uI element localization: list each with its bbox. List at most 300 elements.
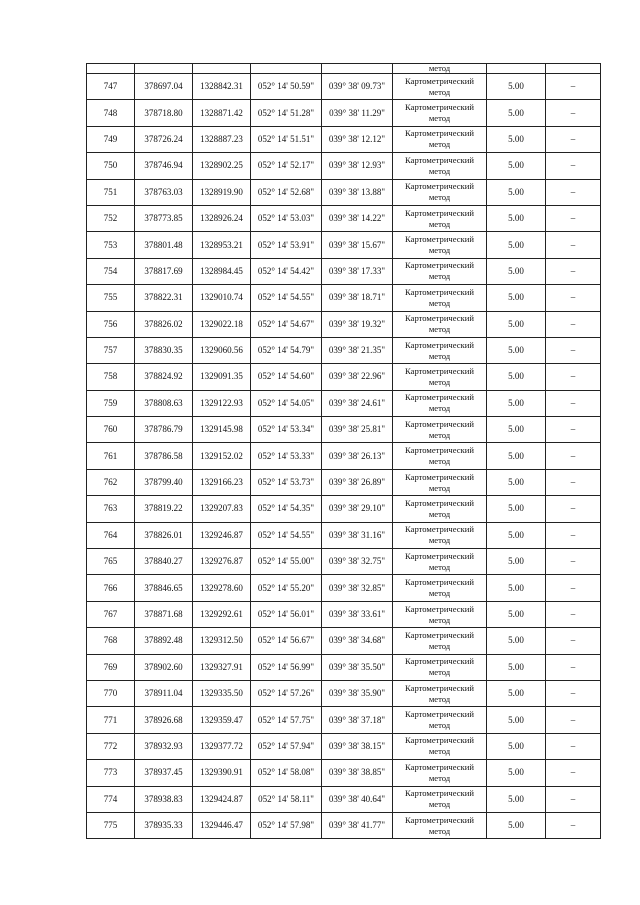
cell-accuracy: 5.00 [487, 733, 546, 759]
table-row [87, 417, 601, 443]
cell-note: – [546, 337, 601, 363]
method-text-line: Картометрический [405, 260, 474, 271]
method-text-line: Картометрический [405, 471, 474, 482]
table-row [87, 575, 601, 601]
cell-x [135, 64, 193, 74]
cell-y: 1329010.74 [193, 285, 251, 311]
method-text-line: Картометрический [405, 154, 474, 165]
cell-x: 378799.40 [135, 469, 193, 495]
cell-y: 1329335.50 [193, 680, 251, 706]
cell-note: – [546, 628, 601, 654]
table-row [87, 232, 601, 258]
method-text-line: метод [428, 799, 451, 810]
cell-accuracy: 5.00 [487, 74, 546, 100]
cell-accuracy: 5.00 [487, 680, 546, 706]
cell-longitude: 039° 38' 14.22" [322, 205, 393, 231]
cell-accuracy: 5.00 [487, 126, 546, 152]
cell-method [393, 443, 487, 469]
method-text-line: метод [428, 429, 451, 440]
cell-longitude: 039° 38' 12.93" [322, 153, 393, 179]
cell-note: – [546, 153, 601, 179]
method-text-line: метод [428, 165, 451, 176]
cell-latitude: 052° 14' 53.34" [251, 417, 322, 443]
cell-longitude: 039° 38' 12.12" [322, 126, 393, 152]
cell-y: 1329246.87 [193, 522, 251, 548]
cell-note: – [546, 100, 601, 126]
table-row [87, 601, 601, 627]
cell-accuracy: 5.00 [487, 205, 546, 231]
cell-longitude: 039° 38' 38.15" [322, 733, 393, 759]
cell-method [393, 205, 487, 231]
cell-x: 378830.35 [135, 337, 193, 363]
cell-method [393, 100, 487, 126]
table-row [87, 733, 601, 759]
cell-note: – [546, 126, 601, 152]
cell-accuracy: 5.00 [487, 469, 546, 495]
table-row [87, 205, 601, 231]
cell-x: 378786.58 [135, 443, 193, 469]
cell-point-number: 758 [87, 364, 135, 390]
cell-accuracy: 5.00 [487, 496, 546, 522]
cell-method [393, 469, 487, 495]
cell-y: 1329060.56 [193, 337, 251, 363]
cell-y: 1329091.35 [193, 364, 251, 390]
method-text-line: Картометрический [405, 497, 474, 508]
table-row [87, 680, 601, 706]
cell-note: – [546, 311, 601, 337]
cell-point-number [87, 64, 135, 74]
cell-method [393, 522, 487, 548]
cell-latitude: 052° 14' 55.00" [251, 549, 322, 575]
cell-y: 1329312.50 [193, 628, 251, 654]
table-row [87, 258, 601, 284]
cell-accuracy: 5.00 [487, 153, 546, 179]
cell-longitude: 039° 38' 40.64" [322, 786, 393, 812]
method-text-line: метод [428, 271, 451, 282]
table-row [87, 786, 601, 812]
cell-latitude: 052° 14' 54.79" [251, 337, 322, 363]
cell-y: 1328926.24 [193, 205, 251, 231]
method-text-line: метод [428, 720, 451, 731]
cell-x: 378911.04 [135, 680, 193, 706]
cell-x: 378938.83 [135, 786, 193, 812]
method-text-line: метод [428, 324, 451, 335]
cell-longitude: 039° 38' 37.18" [322, 707, 393, 733]
cell-method [393, 417, 487, 443]
cell-y: 1328984.45 [193, 258, 251, 284]
table-row [87, 179, 601, 205]
cell-point-number: 770 [87, 680, 135, 706]
method-text-line: метод [428, 508, 451, 519]
cell-point-number: 747 [87, 74, 135, 100]
cell-longitude: 039° 38' 26.13" [322, 443, 393, 469]
cell-latitude: 052° 14' 58.11" [251, 786, 322, 812]
cell-point-number: 749 [87, 126, 135, 152]
cell-method [393, 285, 487, 311]
cell-accuracy: 5.00 [487, 786, 546, 812]
cell-point-number: 769 [87, 654, 135, 680]
cell-longitude: 039° 38' 25.81" [322, 417, 393, 443]
cell-point-number: 775 [87, 812, 135, 838]
cell-y: 1329122.93 [193, 390, 251, 416]
cell-point-number: 762 [87, 469, 135, 495]
cell-accuracy: 5.00 [487, 628, 546, 654]
method-text-line: Картометрический [405, 207, 474, 218]
table-row [87, 285, 601, 311]
table-row [87, 364, 601, 390]
cell-point-number: 764 [87, 522, 135, 548]
table-row [87, 74, 601, 100]
cell-x: 378826.01 [135, 522, 193, 548]
cell-x: 378817.69 [135, 258, 193, 284]
method-text-line: Картометрический [405, 656, 474, 667]
cell-y: 1329424.87 [193, 786, 251, 812]
method-text-line: Картометрический [405, 629, 474, 640]
cell-accuracy [487, 64, 546, 74]
cell-longitude: 039° 38' 17.33" [322, 258, 393, 284]
method-text-line: метод [428, 350, 451, 361]
cell-note: – [546, 258, 601, 284]
method-text-line: метод [428, 139, 451, 150]
cell-method [393, 549, 487, 575]
cell-point-number: 751 [87, 179, 135, 205]
cell-y: 1329022.18 [193, 311, 251, 337]
cell-y: 1329390.91 [193, 760, 251, 786]
cell-x: 378892.48 [135, 628, 193, 654]
method-text-line: Картометрический [405, 788, 474, 799]
table-row [87, 100, 601, 126]
cell-note: – [546, 364, 601, 390]
cell-point-number: 771 [87, 707, 135, 733]
method-text-line: Картометрический [405, 814, 474, 825]
cell-longitude: 039° 38' 29.10" [322, 496, 393, 522]
cell-point-number: 774 [87, 786, 135, 812]
method-text-line: Картометрический [405, 339, 474, 350]
cell-accuracy: 5.00 [487, 707, 546, 733]
cell-x: 378840.27 [135, 549, 193, 575]
cell-method [393, 575, 487, 601]
cell-latitude: 052° 14' 54.55" [251, 522, 322, 548]
cell-x: 378773.85 [135, 205, 193, 231]
cell-x: 378902.60 [135, 654, 193, 680]
cell-point-number: 772 [87, 733, 135, 759]
cell-latitude: 052° 14' 56.67" [251, 628, 322, 654]
method-text-line: Картометрический [405, 761, 474, 772]
cell-x: 378926.68 [135, 707, 193, 733]
cell-latitude: 052° 14' 57.94" [251, 733, 322, 759]
cell-method [393, 680, 487, 706]
cell-note: – [546, 786, 601, 812]
method-text-line: Картометрический [405, 365, 474, 376]
cell-longitude: 039° 38' 13.88" [322, 179, 393, 205]
method-text-line: метод [428, 535, 451, 546]
cell-longitude: 039° 38' 38.85" [322, 760, 393, 786]
table-row [87, 628, 601, 654]
cell-point-number: 765 [87, 549, 135, 575]
cell-accuracy: 5.00 [487, 337, 546, 363]
cell-accuracy: 5.00 [487, 232, 546, 258]
cell-point-number: 753 [87, 232, 135, 258]
cell-latitude: 052° 14' 54.35" [251, 496, 322, 522]
cell-point-number: 754 [87, 258, 135, 284]
cell-x: 378846.65 [135, 575, 193, 601]
cell-latitude: 052° 14' 54.05" [251, 390, 322, 416]
cell-note: – [546, 417, 601, 443]
cell-latitude: 052° 14' 54.60" [251, 364, 322, 390]
cell-y: 1329359.47 [193, 707, 251, 733]
cell-accuracy: 5.00 [487, 364, 546, 390]
cell-note: – [546, 469, 601, 495]
cell-point-number: 766 [87, 575, 135, 601]
cell-longitude [322, 64, 393, 74]
cell-accuracy: 5.00 [487, 575, 546, 601]
cell-accuracy: 5.00 [487, 100, 546, 126]
cell-x: 378697.04 [135, 74, 193, 100]
cell-longitude: 039° 38' 32.75" [322, 549, 393, 575]
method-text-line: Картометрический [405, 524, 474, 535]
cell-accuracy: 5.00 [487, 179, 546, 205]
cell-x: 378822.31 [135, 285, 193, 311]
method-text-line: Картометрический [405, 313, 474, 324]
cell-method [393, 337, 487, 363]
cell-y: 1328953.21 [193, 232, 251, 258]
cell-y: 1329152.02 [193, 443, 251, 469]
cell-x: 378746.94 [135, 153, 193, 179]
cell-note: – [546, 733, 601, 759]
cell-longitude: 039° 38' 32.85" [322, 575, 393, 601]
cell-accuracy: 5.00 [487, 601, 546, 627]
table-row [87, 126, 601, 152]
table-row [87, 153, 601, 179]
cell-note [546, 64, 601, 74]
cell-point-number: 755 [87, 285, 135, 311]
method-text-line: метод [428, 376, 451, 387]
cell-longitude: 039° 38' 34.68" [322, 628, 393, 654]
cell-note: – [546, 205, 601, 231]
cell-method [393, 179, 487, 205]
method-text-line: метод [428, 693, 451, 704]
cell-method [393, 232, 487, 258]
cell-accuracy: 5.00 [487, 443, 546, 469]
cell-x: 378819.22 [135, 496, 193, 522]
cell-longitude: 039° 38' 31.16" [322, 522, 393, 548]
cell-latitude: 052° 14' 56.01" [251, 601, 322, 627]
method-text-line: метод [428, 86, 451, 97]
table-row [87, 443, 601, 469]
cell-point-number: 761 [87, 443, 135, 469]
method-text-line: Картометрический [405, 102, 474, 113]
coordinates-table [86, 63, 601, 839]
method-text-line: Картометрический [405, 577, 474, 588]
cell-latitude: 052° 14' 57.98" [251, 812, 322, 838]
cell-point-number: 757 [87, 337, 135, 363]
cell-latitude: 052° 14' 54.42" [251, 258, 322, 284]
cell-x: 378726.24 [135, 126, 193, 152]
cell-method [393, 258, 487, 284]
method-text-line: метод [428, 667, 451, 678]
cell-latitude: 052° 14' 50.59" [251, 74, 322, 100]
method-text-line: Картометрический [405, 234, 474, 245]
cell-method [393, 707, 487, 733]
cell-accuracy: 5.00 [487, 285, 546, 311]
cell-point-number: 768 [87, 628, 135, 654]
cell-note: – [546, 443, 601, 469]
cell-latitude: 052° 14' 57.26" [251, 680, 322, 706]
cell-longitude: 039° 38' 18.71" [322, 285, 393, 311]
cell-accuracy: 5.00 [487, 522, 546, 548]
method-text-line: метод [428, 588, 451, 599]
method-text-line: Картометрический [405, 181, 474, 192]
cell-x: 378871.68 [135, 601, 193, 627]
cell-latitude: 052° 14' 58.08" [251, 760, 322, 786]
cell-y: 1328919.90 [193, 179, 251, 205]
method-text-line: метод [428, 297, 451, 308]
cell-latitude: 052° 14' 54.67" [251, 311, 322, 337]
method-text-line: Картометрический [405, 735, 474, 746]
cell-method [393, 311, 487, 337]
cell-y: 1329145.98 [193, 417, 251, 443]
cell-longitude: 039° 38' 41.77" [322, 812, 393, 838]
method-text-line: метод [428, 218, 451, 229]
cell-x: 378786.79 [135, 417, 193, 443]
cell-method [393, 786, 487, 812]
cell-x: 378937.45 [135, 760, 193, 786]
cell-longitude: 039° 38' 21.35" [322, 337, 393, 363]
cell-latitude: 052° 14' 53.03" [251, 205, 322, 231]
method-text-line: Картометрический [405, 550, 474, 561]
cell-point-number: 767 [87, 601, 135, 627]
table-row [87, 707, 601, 733]
cell-latitude: 052° 14' 53.91" [251, 232, 322, 258]
cell-accuracy: 5.00 [487, 390, 546, 416]
cell-latitude: 052° 14' 57.75" [251, 707, 322, 733]
method-text-line: Картометрический [405, 418, 474, 429]
cell-note: – [546, 549, 601, 575]
cell-method: метод [393, 64, 487, 74]
cell-x: 378718.80 [135, 100, 193, 126]
cell-note: – [546, 707, 601, 733]
continued-row [87, 64, 601, 74]
cell-y: 1329327.91 [193, 654, 251, 680]
cell-longitude: 039° 38' 35.50" [322, 654, 393, 680]
cell-note: – [546, 680, 601, 706]
cell-longitude: 039° 38' 15.67" [322, 232, 393, 258]
cell-point-number: 756 [87, 311, 135, 337]
cell-longitude: 039° 38' 24.61" [322, 390, 393, 416]
cell-y: 1329446.47 [193, 812, 251, 838]
table-row [87, 549, 601, 575]
cell-accuracy: 5.00 [487, 549, 546, 575]
cell-latitude: 052° 14' 53.33" [251, 443, 322, 469]
cell-y: 1328842.31 [193, 74, 251, 100]
cell-method [393, 126, 487, 152]
method-text-line: Картометрический [405, 603, 474, 614]
cell-point-number: 759 [87, 390, 135, 416]
cell-method [393, 74, 487, 100]
cell-note: – [546, 575, 601, 601]
table-row [87, 390, 601, 416]
method-text-line: метод [428, 772, 451, 783]
cell-x: 378824.92 [135, 364, 193, 390]
cell-y: 1329276.87 [193, 549, 251, 575]
cell-method [393, 364, 487, 390]
method-text-line: метод [428, 192, 451, 203]
method-text-line: Картометрический [405, 709, 474, 720]
table-row [87, 337, 601, 363]
cell-latitude: 052° 14' 51.51" [251, 126, 322, 152]
cell-accuracy: 5.00 [487, 654, 546, 680]
cell-note: – [546, 522, 601, 548]
method-text-line: метод [428, 825, 451, 836]
cell-y: 1329292.61 [193, 601, 251, 627]
table-row [87, 522, 601, 548]
cell-y: 1329377.72 [193, 733, 251, 759]
cell-accuracy: 5.00 [487, 258, 546, 284]
cell-latitude: 052° 14' 52.17" [251, 153, 322, 179]
cell-latitude: 052° 14' 54.55" [251, 285, 322, 311]
method-text-line: метод [428, 561, 451, 572]
table-row [87, 760, 601, 786]
cell-accuracy: 5.00 [487, 311, 546, 337]
cell-longitude: 039° 38' 09.73" [322, 74, 393, 100]
cell-longitude: 039° 38' 22.96" [322, 364, 393, 390]
cell-x: 378763.03 [135, 179, 193, 205]
cell-latitude: 052° 14' 56.99" [251, 654, 322, 680]
cell-latitude: 052° 14' 53.73" [251, 469, 322, 495]
method-text-line: метод [428, 245, 451, 256]
cell-latitude: 052° 14' 55.20" [251, 575, 322, 601]
cell-point-number: 748 [87, 100, 135, 126]
cell-method [393, 760, 487, 786]
cell-x: 378935.33 [135, 812, 193, 838]
cell-x: 378808.63 [135, 390, 193, 416]
cell-note: – [546, 812, 601, 838]
cell-point-number: 750 [87, 153, 135, 179]
cell-note: – [546, 74, 601, 100]
cell-x: 378801.48 [135, 232, 193, 258]
table-row [87, 469, 601, 495]
method-text-line: метод [428, 456, 451, 467]
method-text-line: Картометрический [405, 128, 474, 139]
cell-y: 1329278.60 [193, 575, 251, 601]
cell-point-number: 763 [87, 496, 135, 522]
method-text-line: метод [428, 746, 451, 757]
cell-point-number: 773 [87, 760, 135, 786]
cell-latitude [251, 64, 322, 74]
cell-method [393, 496, 487, 522]
cell-accuracy: 5.00 [487, 812, 546, 838]
cell-y: 1328902.25 [193, 153, 251, 179]
cell-method [393, 628, 487, 654]
cell-method [393, 812, 487, 838]
cell-latitude: 052° 14' 52.68" [251, 179, 322, 205]
cell-point-number: 760 [87, 417, 135, 443]
cell-method [393, 654, 487, 680]
method-text-line: Картометрический [405, 445, 474, 456]
cell-note: – [546, 285, 601, 311]
cell-longitude: 039° 38' 11.29" [322, 100, 393, 126]
cell-note: – [546, 390, 601, 416]
method-text-line: метод [428, 614, 451, 625]
method-text-line: метод [428, 113, 451, 124]
cell-accuracy: 5.00 [487, 760, 546, 786]
method-text-line: метод [428, 403, 451, 414]
coordinates-table-body [87, 64, 601, 839]
cell-note: – [546, 232, 601, 258]
table-row [87, 311, 601, 337]
cell-y: 1328887.23 [193, 126, 251, 152]
cell-method [393, 390, 487, 416]
